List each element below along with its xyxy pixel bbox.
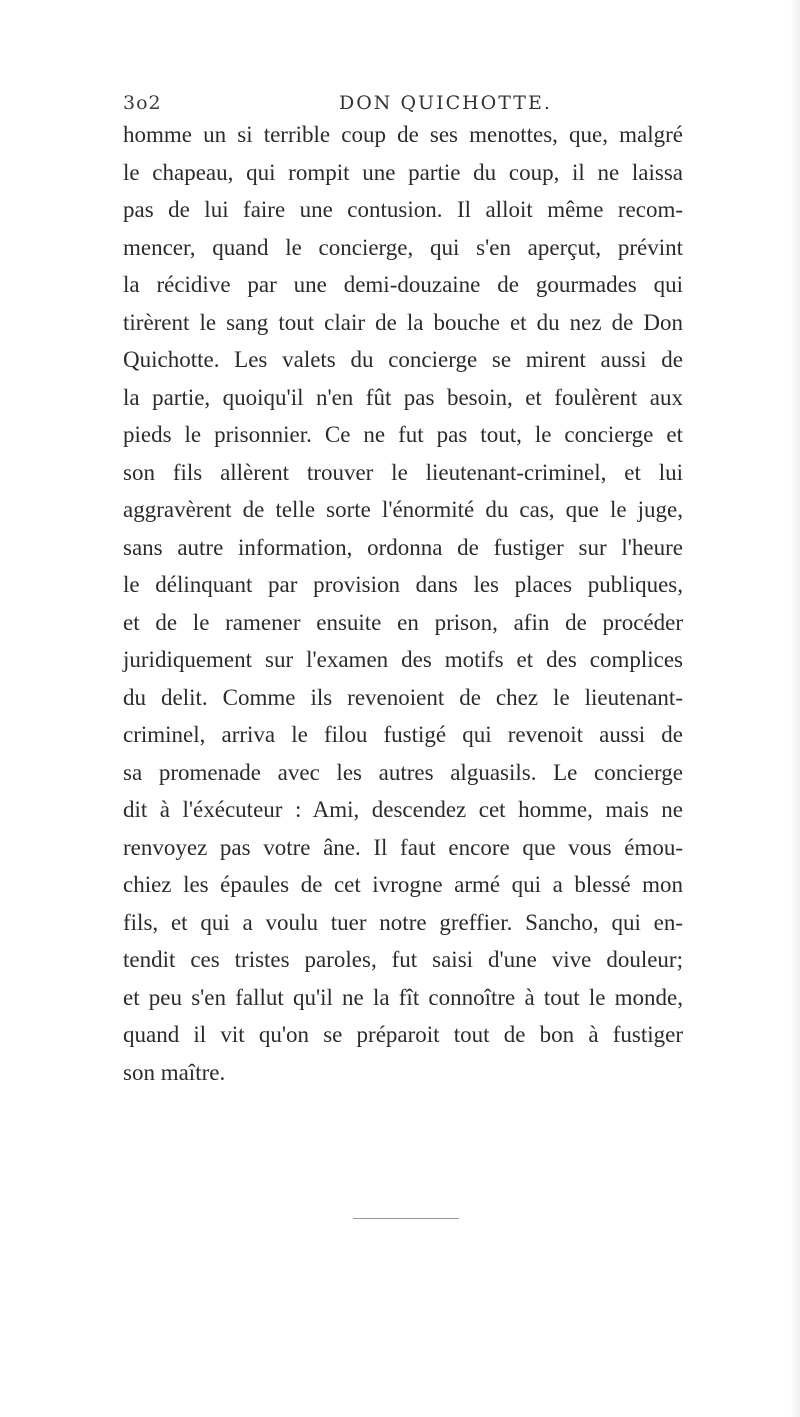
text-line: sa promenade avec les autres alguasils. Le concierge (123, 759, 683, 785)
text-line: la récidive par une demi-douzaine de gourmades qui (123, 272, 683, 297)
page-number: 3o2 (123, 92, 162, 114)
text-line: tirèrent le sang tout clair de la bouche et du nez de Don (123, 309, 683, 335)
text-line: du delit. Comme ils revenoient de chez le lieutenant- (123, 684, 683, 710)
body-text (123, 116, 683, 1091)
text-line: dit à l'éxécuteur : Ami, descendez cet homme, mais ne (123, 797, 683, 822)
text-line: criminel, arriva le filou fustigé qui revenoit aussi de (123, 722, 683, 747)
text-line: tendit ces tristes paroles, fut saisi d'une vive douleur; (123, 947, 683, 972)
text-line: sans autre information, ordonna de fustiger sur l'heure (123, 534, 683, 560)
end-rule (353, 1218, 459, 1219)
text-line: son fils allèrent trouver le lieutenant-criminel, et lui (123, 459, 683, 485)
text-line: Quichotte. Les valets du concierge se mirent aussi de (123, 347, 683, 372)
text-line: homme un si terrible coup de ses menottes, que, malgré (123, 122, 683, 147)
text-line: juridiquement sur l'examen des motifs et des complices (123, 647, 683, 672)
text-line: le délinquant par provision dans les places publiques, (123, 572, 683, 597)
page-edge-shadow (790, 0, 800, 1417)
text-line: pieds le prisonnier. Ce ne fut pas tout, le concierge et (123, 422, 683, 447)
text-line: la partie, quoiqu'il n'en fût pas besoin, et foulèrent aux (123, 384, 683, 410)
text-line: renvoyez pas votre âne. Il faut encore que vous émou- (123, 834, 683, 860)
running-head: DON QUICHOTTE. (339, 92, 552, 114)
text-line: pas de lui faire une contusion. Il alloit même recom- (123, 197, 683, 222)
text-line: son maître. (123, 1059, 226, 1085)
text-line: le chapeau, qui rompit une partie du coup, il ne laissa (123, 159, 683, 185)
text-line: mencer, quand le concierge, qui s'en aperçut, prévint (123, 234, 683, 260)
text-line: et peu s'en fallut qu'il ne la fît connoître à tout le monde, (123, 984, 683, 1010)
text-line: aggravèrent de telle sorte l'énormité du cas, que le juge, (123, 497, 683, 522)
text-line: chiez les épaules de cet ivrogne armé qui a blessé mon (123, 872, 683, 897)
text-line: fils, et qui a voulu tuer notre greffier. Sancho, qui en- (123, 909, 683, 935)
text-line: et de le ramener ensuite en prison, afin de procéder (123, 609, 683, 635)
text-line: quand il vit qu'on se préparoit tout de bon à fustiger (123, 1022, 683, 1047)
